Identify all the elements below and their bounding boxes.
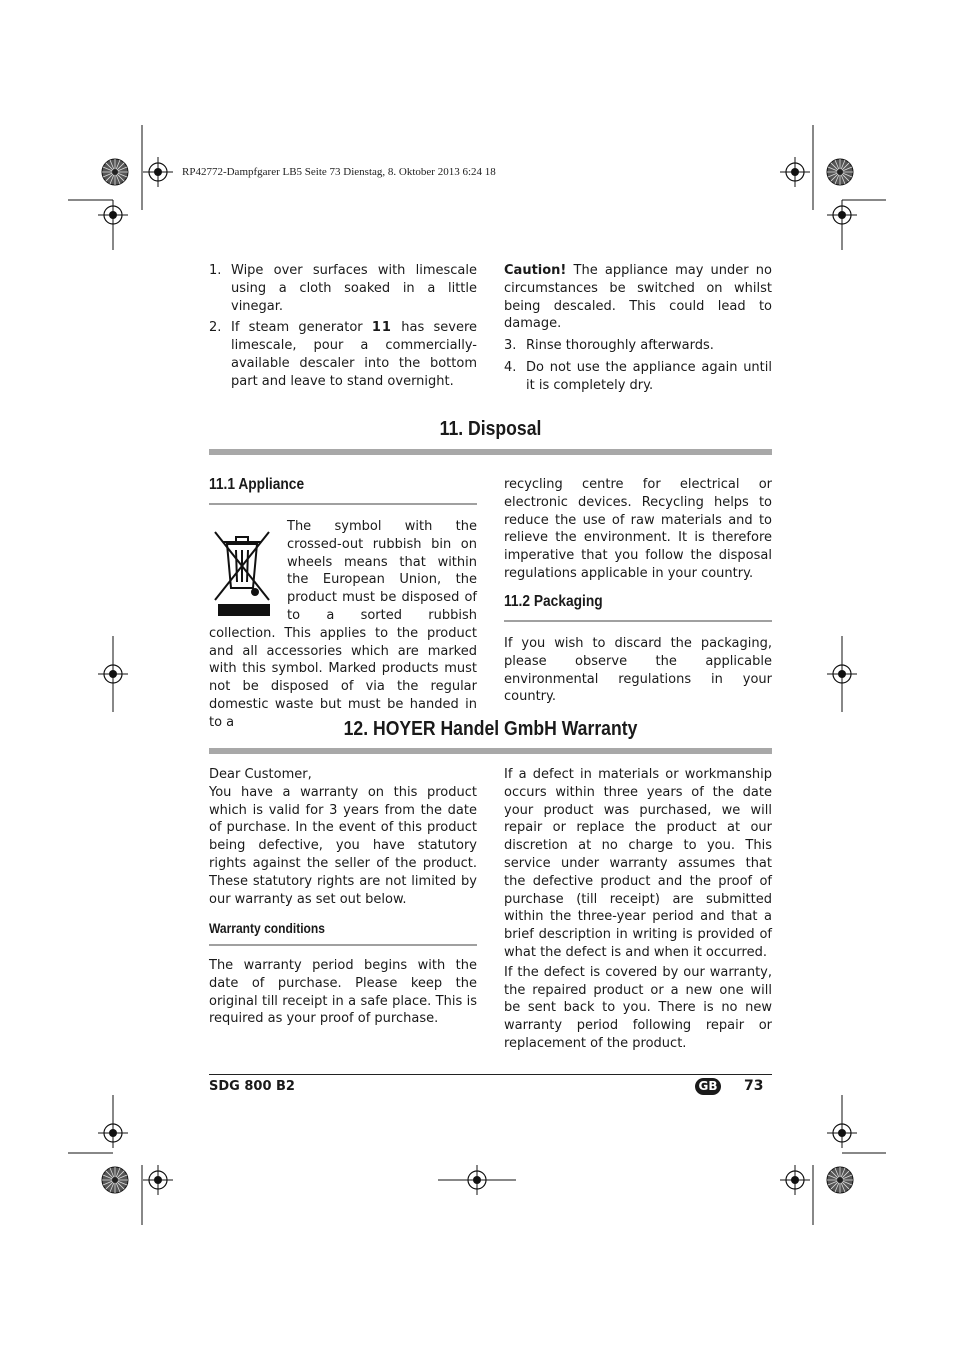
list-item: 1. Wipe over surfaces with limescale using a cloth soaked in a little vinegar. [209,263,477,314]
color-star-bottom-right [827,1167,853,1193]
subheading-warranty-conditions: Warranty conditions [209,920,325,936]
language-badge: GB [695,1078,721,1095]
warranty-intro: Dear Customer, You have a warranty on this product which is valid for 3 years from the date of purchase. In the event of this product being defective, you have statutory rights against the seller of the product. These statutory rights are not limited by our warranty as set out below. [209,767,477,907]
section-bar [209,748,772,754]
subheading-rule [209,944,477,946]
packaging-text: If you wish to discard the packaging, please observe the applicable environmental regulations in your country. [504,636,772,705]
page-number: 73 [744,1078,764,1094]
footer-rule [209,1074,772,1075]
color-star-top-left [102,159,128,185]
part-reference: 11 [371,320,392,336]
color-star-bottom-left [102,1167,128,1193]
section-bar [209,449,772,455]
list-item: 4. Do not use the appliance again until it is completely dry. [504,359,772,393]
subheading-packaging: 11.2 Packaging [504,593,603,610]
appliance-disposal-text-continued: recycling centre for electrical or electronic devices. Recycling helps to reduce the use of raw materials and to relieve the environment. It is therefore imperative that you follow the disposal regulations applicable in your country. [504,477,772,581]
model-number: SDG 800 B2 [209,1079,295,1094]
appliance-disposal-text: The symbol with the crossed-out rubbish bin on wheels means that within the European Union, the product must be disposed of to a sorted rubbish collection. This applies to the product and all accessories which are marked with this symbol. Marked products must not be disposed of via the regular domestic waste but must be handed in to a [209,519,477,730]
subheading-rule [504,620,772,622]
section-title-disposal: 11. Disposal [439,418,542,440]
subheading-rule [209,503,477,505]
caution-label: Caution! [504,263,567,278]
color-star-top-right [827,159,853,185]
list-item: 2. If steam generator 11 has severe limescale, pour a commercially-available descaler into the bottom part and leave to stand overnight. [209,320,478,389]
greeting: Dear Customer, [209,767,312,782]
print-job-header: RP42772-Dampfgarer LB5 Seite 73 Dienstag, 8. Oktober 2013 6:24 18 [182,166,496,178]
descaling-steps-left [209,262,477,395]
subheading-appliance: 11.1 Appliance [209,476,305,493]
list-item: 3. Rinse thoroughly afterwards. [504,338,714,354]
descaling-steps-right [504,262,772,399]
warranty-conditions-text: The warranty period begins with the date of purchase. Please keep the original till receipt in a safe place. This is required as your proof of purchase. [209,958,477,1027]
warranty-terms: If a defect in materials or workmanship occurs within three years of the date your product was purchased, we will repair or replace the product at our discretion at no charge to you. This service under warranty assumes that the defective product and the proof of purchase (till receipt) are submitted within the three-year period and that a brief description in writing is provided of what the defect is and when it occurred. If the defect is covered by our warranty, the repaired product or a new one will be sent back to you. There is no new warranty period following repair or replacement of the product. [504,767,772,1051]
section-title-warranty: 12. HOYER Handel GmbH Warranty [343,718,638,740]
caution-note: Caution! The appliance may under no circumstances be switched on whilst being descaled. This could lead to damage. [504,263,772,332]
